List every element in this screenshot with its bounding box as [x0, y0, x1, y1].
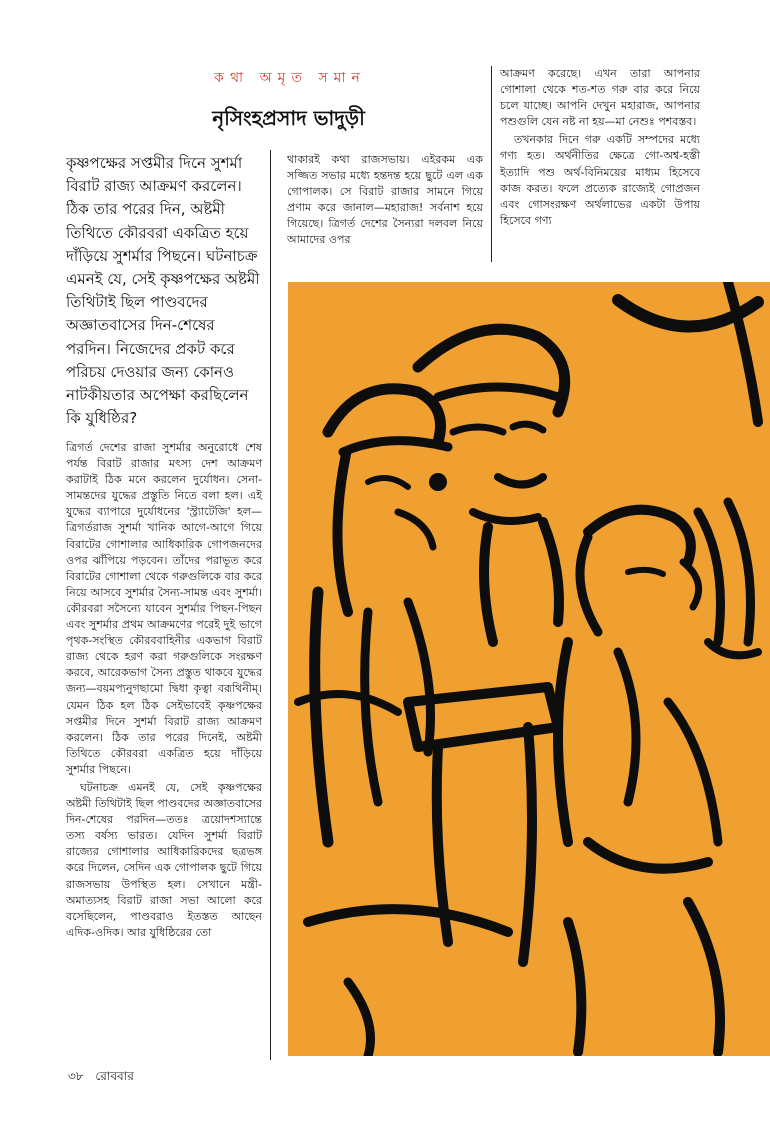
page-footer [68, 1068, 142, 1088]
body-paragraph: থাকারই কথা রাজসভায়। এইরকম এক সজ্জিত সভার মধ্যে হন্তদন্ত হয়ে ছুটে এল এক গোপালক। সে বিরাট রাজার সামনে গিয়ে প্রণাম করে জানাল—মহারাজ! সর্বনাশ হয়ে গিয়েছে। ত্রিগর্ত দেশের সৈন্যরা দলবল নিয়ে আমাদের ওপর [287, 153, 483, 247]
illustration-figures [288, 282, 770, 1056]
body-column-3 [500, 66, 700, 231]
column-divider-right [491, 66, 492, 262]
author-name: নৃসিংহপ্রসাদ ভাদুড়ী [212, 106, 365, 130]
body-paragraph: ত্রিগর্ত দেশের রাজা সুশর্মার অনুরোধে শেষ পর্যন্ত বিরাট রাজার মৎস্য দেশ আক্রমণ করাটাই ঠিক মনে করলেন দুর্যোধন। সেনা-সামন্তদের যুদ্ধের প্রস্তুতি নিতে বলা হল। এই যুদ্ধের ব্যাপারে দুর্যোধনের 'স্ট্র্যাটেজি' হল—ত্রিগর্তরাজ সুশর্মা খানিক আগে-আগে গিয়ে বিরাটের গোশালার আধিকারিক গোপজনদের ওপর ঝাঁপিয়ে পড়বেন। তাঁদের পরাভূত করে বিরাটের গোশালা থেকে গরুগুলিকে বার করে নিয়ে আসবে সুশর্মার সৈন্য-সামন্ত এবং সুশর্মা। কৌরবরা সসৈন্যে যাবেন সুশর্মার পিছন-পিছন এবং সুশর্মার প্রথম আক্রমণের পরেই দুই ভাগে পৃথক-সংস্থিত কৌরববাহিনীর একভাগ বিরাট রাজ্য থেকে হরণ করা গরুগুলিকে সংরক্ষণ করবে, আরেকভাগ সৈন্য প্রস্তুত থাকবে যুদ্ধের জন্য—বয়মপ্যনুগছামো দ্বিধা কৃত্বা বরূথিনীম্। যেমন ঠিক হল ঠিক সেইভাবেই কৃষ্ণপক্ষের সপ্তমীর দিনে সুশর্মা বিরাট রাজ্য আক্রমণ করলেন। ঠিক তার পরের দিনেই, অষ্টমী তিথিতে কৌরবরা একত্রিত হয়ে দাঁড়িয়ে সুশর্মার পিছনে। [66, 441, 262, 776]
magazine-name: রোববার [95, 1069, 134, 1083]
body-column-2 [287, 152, 483, 251]
brush-illustration [288, 282, 770, 1056]
standfirst: কৃষ্ণপক্ষের সপ্তমীর দিনে সুশর্মা বিরাট রাজ্য আক্রমণ করলেন। ঠিক তার পরের দিন, অষ্টমী তিথিতে কৌরবরা একত্রিত হয়ে দাঁড়িয়ে সুশর্মার পিছনে। ঘটনাচক্র এমনই যে, সেই কৃষ্ণপক্ষের অষ্টমী তিথিটাই ছিল পাণ্ডবদের অজ্ঞাতবাসের দিন-শেষের পরদিন। নিজেদের প্রকট করে পরিচয় দেওয়ার জন্য কোনও নাটকীয়তার অপেক্ষা করছিলেন কি যুধিষ্ঠির? [66, 154, 260, 428]
series-label: কথা অমৃত সমান [214, 70, 366, 86]
column-divider-left [270, 150, 271, 1060]
body-paragraph: আক্রমণ করেছে। এখন তারা আপনার গোশালা থেকে শত-শত গরু বার করে নিয়ে চলে যাচ্ছে। আপনি দেখুন মহারাজ, আপনার পশুগুলি যেন নষ্ট না হয়—মা নেশুঃ পশবস্তব। [500, 67, 700, 129]
body-column-1 [66, 440, 262, 943]
body-paragraph: ঘটনাচক্র এমনই যে, সেই কৃষ্ণপক্ষের অষ্টমী তিথিটাই ছিল পাণ্ডবদের অজ্ঞাতবাসের দিন-শেষের পরদিন—ততঃ ত্রয়োদশস্যান্তে তস্য বর্ষস্য ভারত। যেদিন সুশর্মা বিরাট রাজ্যের গোশালার আধিকারিকদের ছত্রভঙ্গ করে দিলেন, সেদিন এক গোপালক ছুটে গিয়ে রাজসভায় উপস্থিত হল। সেখানে মন্ত্রী-অমাত্যসহ বিরাট রাজা সভা আলো করে বসেছিলেন, পাণ্ডবরাও ইতস্তত আছেন এদিক-ওদিক। আর যুধিষ্ঠিরের তো [66, 780, 262, 939]
page-number: ৩৮ [68, 1069, 84, 1083]
body-paragraph: তখনকার দিনে গরু একটি সম্পদের মধ্যে গণ্য হত। অর্থনীতির ক্ষেত্রে গো-অশ্ব-হস্তী ইত্যাদি পশু অর্থ-বিনিময়ের মাধ্যম হিসেবে কাজ করত। ফলে প্রত্যেক রাজ্যেই গোপ্রজন এবং গোসংরক্ষণ অর্থলাভের একটা উপায় হিসেবে গণ্য [500, 133, 700, 227]
